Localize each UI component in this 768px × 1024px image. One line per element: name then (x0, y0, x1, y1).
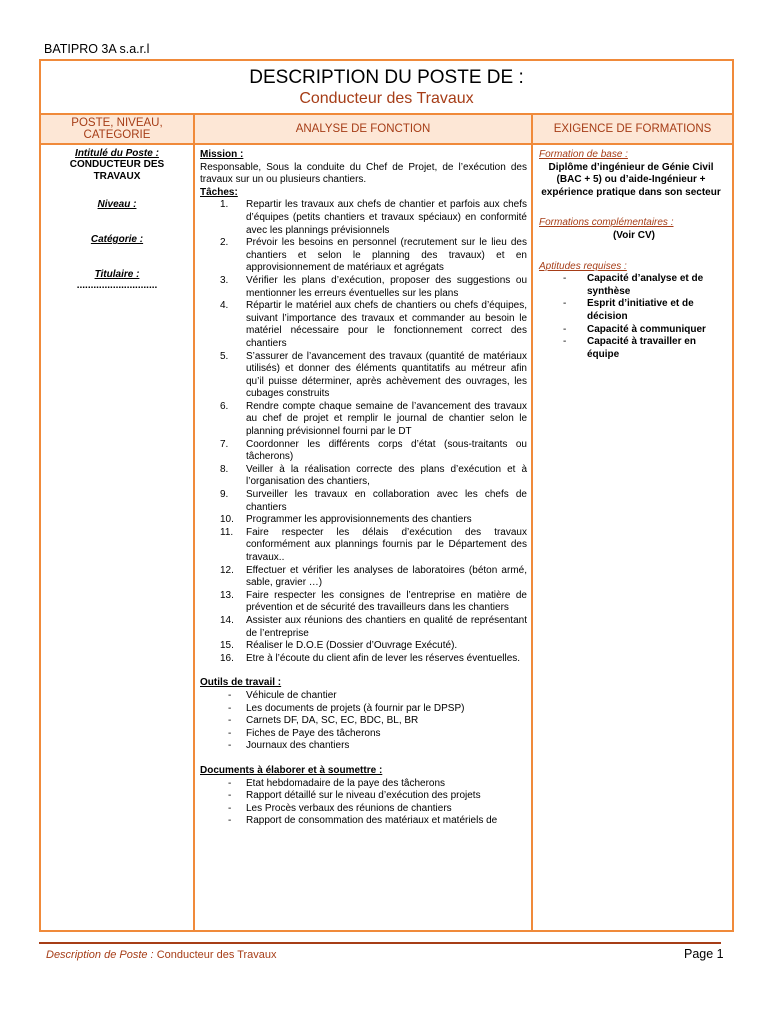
aptitude-item: - Capacité à communiquer (539, 324, 729, 337)
tache-item (200, 199, 527, 237)
document-title: DESCRIPTION DU POSTE DE : (249, 67, 524, 88)
tache-number: 9. (220, 489, 229, 501)
document-item: - Les Procès verbaux des réunions de chantiers (200, 803, 527, 816)
exigence-column (539, 149, 729, 361)
tache-item (200, 401, 527, 439)
tache-number: 12. (220, 564, 234, 576)
intitule-value: CONDUCTEUR DES TRAVAUX (69, 159, 165, 182)
page-number: Page 1 (684, 947, 724, 961)
aptitudes-list (539, 273, 729, 361)
documents-list (200, 778, 527, 828)
tache-number: 2. (220, 237, 229, 249)
tache-item (200, 275, 527, 300)
tache-text: Répartir le matériel aux chefs de chantiers ou chefs d’équipes, suivant l’importance des travaux et commander au besoin le matériel nécessaire pour le fonctionnement correct des chantiers (246, 300, 527, 349)
outils-list (200, 690, 527, 753)
titulaire-label: Titulaire : (94, 269, 140, 280)
tache-item (200, 351, 527, 401)
header-poste: POSTE, NIVEAU, CATEGORIE (71, 117, 163, 141)
tache-number: 5. (220, 350, 229, 362)
tache-number: 4. (220, 300, 229, 312)
tache-number: 15. (220, 640, 234, 652)
taches-label: Tâches: (200, 186, 238, 198)
title-block (41, 61, 732, 115)
formation-base-label: Formation de base : (539, 149, 628, 160)
outil-item: - Les documents de projets (à fournir par le DPSP) (200, 703, 527, 716)
tache-item (200, 615, 527, 640)
tache-number: 6. (220, 400, 229, 412)
header-exigence: EXIGENCE DE FORMATIONS (553, 123, 712, 135)
tache-item (200, 653, 527, 666)
column-divider (193, 115, 195, 930)
tache-number: 8. (220, 463, 229, 475)
document-subtitle: Conducteur des Travaux (299, 90, 474, 107)
tache-text: Etre à l’écoute du client afin de lever les réserves éventuelles. (246, 652, 521, 664)
outil-item: - Carnets DF, DA, SC, EC, BDC, BL, BR (200, 715, 527, 728)
tache-text: Faire respecter les consignes de l’entreprise en matière de prévention et de sécurité des travailleurs dans les chantiers (246, 589, 527, 614)
tache-item (200, 489, 527, 514)
tache-item (200, 565, 527, 590)
tache-text: Prévoir les besoins en personnel (recrutement sur le lieu des chantiers et selon le planning des travaux) et en approvisionnement de matériaux et agrégats (246, 237, 527, 274)
tache-text: Assister aux réunions des chantiers en qualité de représentant de l’entreprise (246, 614, 527, 639)
tache-text: Faire respecter les délais d’exécution des travaux conformément aux plannings fournis par le Département des travaux.. (246, 526, 527, 563)
mission-label: Mission : (200, 149, 244, 160)
table-header-row (41, 115, 732, 145)
job-description-table (39, 59, 734, 932)
outil-item: - Journaux des chantiers (200, 740, 527, 753)
footer-divider (39, 942, 721, 944)
tache-number: 1. (220, 199, 229, 211)
tache-number: 16. (220, 652, 234, 664)
tache-item (200, 640, 527, 653)
mission-text: Responsable, Sous la conduite du Chef de Projet, de l’exécution des travaux sur un ou plusieurs chantiers. (200, 161, 527, 186)
tache-text: Veiller à la réalisation correcte des plans d’exécution et à l’organisation des chantiers, (246, 463, 527, 488)
formation-base-text: Diplôme d’ingénieur de Génie Civil (BAC + 5) ou d’aide-Ingénieur + expérience pratique dans son secteur (541, 161, 721, 198)
document-item: - Etat hebdomadaire de la paye des tâcherons (200, 778, 527, 791)
tache-item (200, 590, 527, 615)
tache-item (200, 464, 527, 489)
footer-job-title: Conducteur des Travaux (156, 949, 277, 961)
tache-text: S’assurer de l’avancement des travaux (quantité de matériaux utilisés) et donner des éléments quantitatifs au métreur afin qu’il puisse déterminer, après achèvement des ouvrages, les cubages construits (246, 350, 527, 400)
niveau-label: Niveau : (97, 199, 137, 210)
tache-number: 10. (220, 514, 234, 526)
aptitude-item: - Esprit d’initiative et de décision (539, 298, 729, 323)
aptitude-item: - Capacité d’analyse et de synthèse (539, 273, 729, 298)
taches-list (200, 199, 527, 665)
tache-number: 13. (220, 589, 234, 601)
categorie-label: Catégorie : (90, 234, 144, 245)
document-item: - Rapport détaillé sur le niveau d’exécution des projets (200, 790, 527, 803)
analyse-column (200, 149, 527, 828)
tache-number: 14. (220, 614, 234, 626)
header-analyse: ANALYSE DE FONCTION (295, 123, 431, 135)
tache-number: 11. (220, 526, 234, 538)
tache-item (200, 527, 527, 565)
tache-text: Effectuer et vérifier les analyses de laboratoires (béton armé, sable, gravier …) (246, 564, 527, 589)
tache-item (200, 237, 527, 275)
footer-label: Description de Poste : (46, 949, 154, 961)
tache-text: Programmer les approvisionnements des chantiers (246, 514, 472, 526)
column-divider (531, 115, 533, 930)
tache-text: Repartir les travaux aux chefs de chantier et parfois aux chefs d’équipes (petits chantiers et travaux spéciaux) en conformité avec les plannings prévisionnels (246, 199, 527, 236)
tache-item (200, 439, 527, 464)
poste-column (41, 148, 193, 291)
intitule-label: Intitulé du Poste : (75, 148, 159, 159)
aptitudes-label: Aptitudes requises : (539, 260, 627, 272)
document-item: - Rapport de consommation des matériaux et matériels de (200, 815, 527, 828)
outil-item: - Véhicule de chantier (200, 690, 527, 703)
tache-item (200, 514, 527, 527)
outil-item: - Fiches de Paye des tâcherons (200, 728, 527, 741)
tache-text: Vérifier les plans d’exécution, proposer des suggestions ou mentionner les erreurs éventuelles sur les plans (246, 274, 527, 299)
formations-complementaires-text: (Voir CV) (612, 229, 656, 241)
documents-label: Documents à élaborer et à soumettre : (200, 764, 383, 776)
titulaire-value: ............................. (76, 280, 158, 291)
tache-text: Coordonner les différents corps d’état (sous-traitants ou tâcherons) (246, 438, 527, 463)
footer-description (46, 949, 277, 961)
tache-item (200, 300, 527, 350)
outils-label: Outils de travail : (200, 677, 282, 689)
aptitude-item: - Capacité à travailler en équipe (539, 336, 729, 361)
tache-text: Surveiller les travaux en collaboration avec les chefs de chantiers (246, 489, 527, 513)
tache-number: 7. (220, 438, 229, 450)
tache-text: Réaliser le D.O.E (Dossier d’Ouvrage Exécuté). (246, 640, 458, 652)
company-name: BATIPRO 3A s.a.r.l (44, 42, 150, 56)
tache-text: Rendre compte chaque semaine de l’avancement des travaux au chef de projet et remplir le journal de chantier selon le planning prévisionnel fourni par le DT (246, 400, 527, 438)
formations-complementaires-label: Formations complémentaires : (539, 217, 674, 229)
tache-number: 3. (220, 274, 229, 286)
